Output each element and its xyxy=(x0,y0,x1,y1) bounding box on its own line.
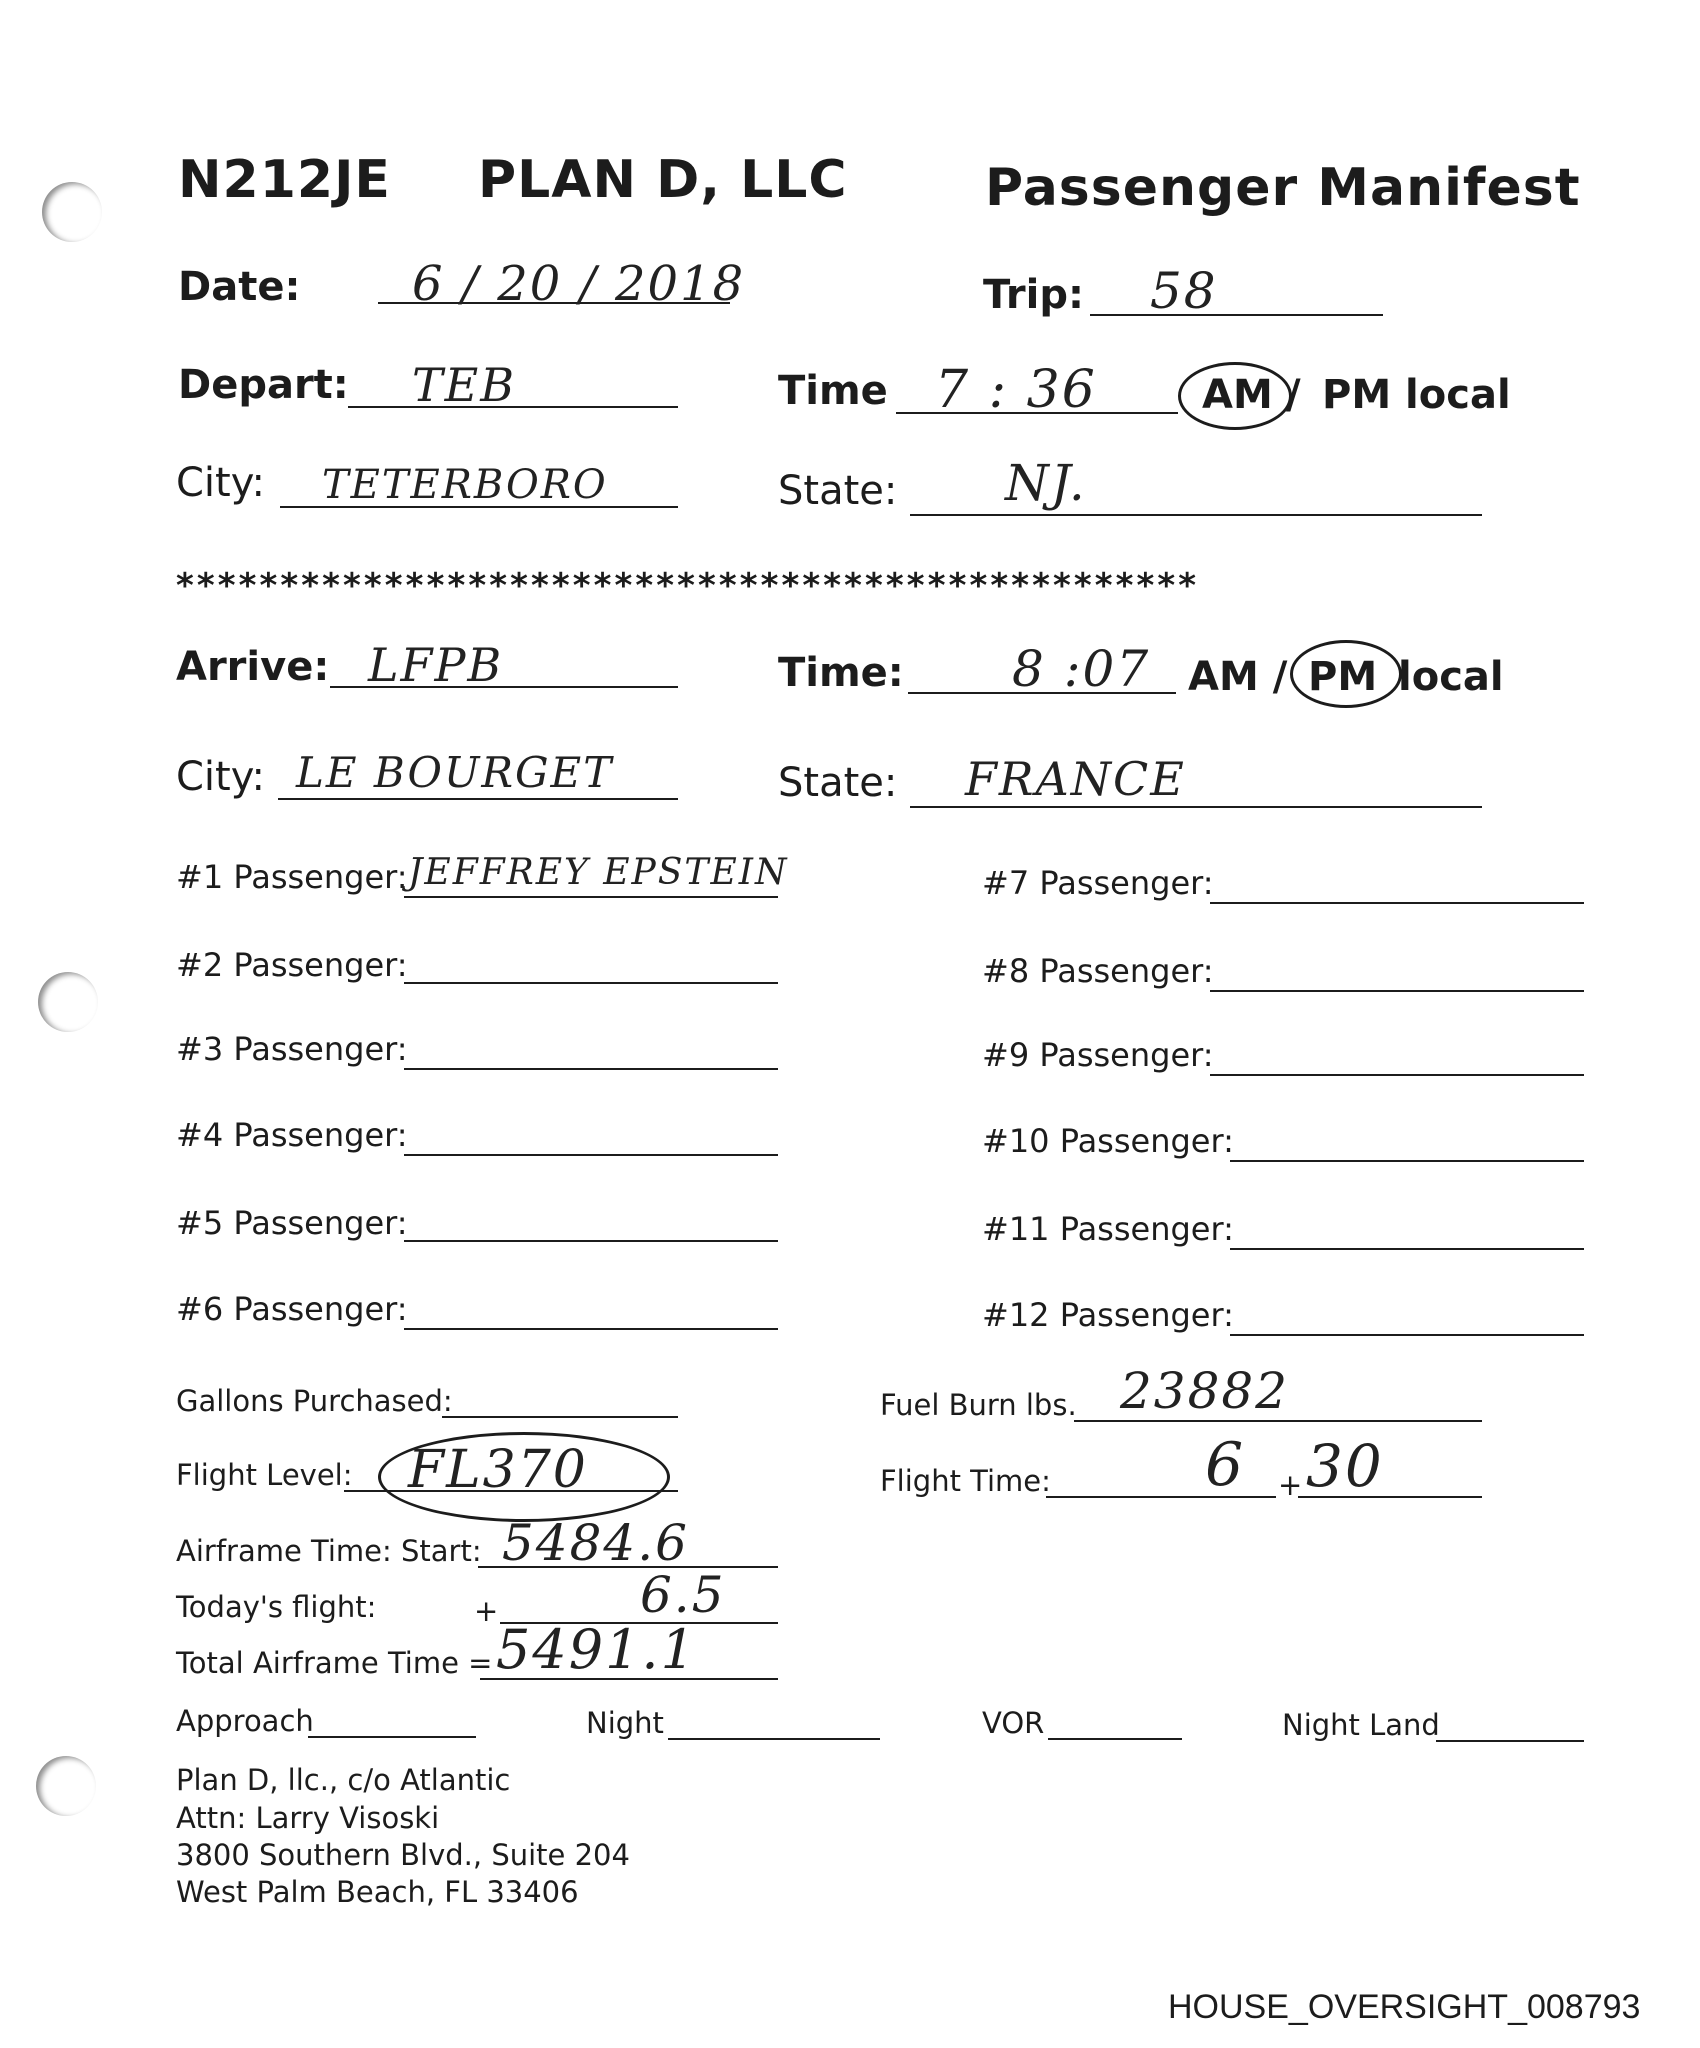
arrive-city-line[interactable] xyxy=(278,798,678,800)
flight-time-plus: + xyxy=(1278,1468,1303,1502)
bates-number: HOUSE_OVERSIGHT_008793 xyxy=(1168,1988,1641,2026)
passenger-2-label: #2 Passenger: xyxy=(176,946,408,984)
passenger-7-line[interactable] xyxy=(1210,902,1584,904)
company-name: PLAN D, LLC xyxy=(478,150,848,210)
flight-time-label: Flight Time: xyxy=(880,1464,1051,1498)
passenger-9-line[interactable] xyxy=(1210,1074,1584,1076)
arrive-label: Arrive: xyxy=(176,644,330,690)
trip-line[interactable] xyxy=(1090,314,1383,316)
date-label: Date: xyxy=(178,264,301,310)
night-land-label: Night Land xyxy=(1282,1708,1440,1742)
depart-time-label: Time xyxy=(778,368,888,414)
trip-label: Trip: xyxy=(983,272,1084,318)
address-line-4: West Palm Beach, FL 33406 xyxy=(176,1875,579,1909)
depart-state-line[interactable] xyxy=(910,514,1482,516)
passenger-12-line[interactable] xyxy=(1230,1334,1584,1336)
flight-time-hours: 6 xyxy=(1205,1430,1246,1500)
arrive-city-label: City: xyxy=(176,754,265,800)
passenger-2-line[interactable] xyxy=(404,982,778,984)
vor-label: VOR xyxy=(982,1706,1045,1740)
arrive-pm: PM xyxy=(1308,654,1378,700)
depart-time-value: 7 : 36 xyxy=(935,360,1097,420)
depart-city-label: City: xyxy=(176,460,265,506)
fuel-burn-value: 23882 xyxy=(1120,1362,1290,1420)
arrive-local: local xyxy=(1398,654,1504,700)
passenger-8-line[interactable] xyxy=(1210,990,1584,992)
date-value: 6 / 20 / 2018 xyxy=(412,256,746,312)
depart-state-value: NJ. xyxy=(1005,454,1087,512)
passenger-11-line[interactable] xyxy=(1230,1248,1584,1250)
fuel-burn-line[interactable] xyxy=(1074,1420,1482,1422)
night-label: Night xyxy=(586,1706,664,1740)
arrive-state-label: State: xyxy=(778,760,898,806)
gallons-purchased-line[interactable] xyxy=(442,1416,678,1418)
passenger-11-label: #11 Passenger: xyxy=(982,1210,1234,1248)
passenger-7-label: #7 Passenger: xyxy=(982,864,1214,902)
total-airframe-value: 5491.1 xyxy=(496,1618,697,1681)
binder-hole-middle xyxy=(38,972,98,1032)
passenger-5-label: #5 Passenger: xyxy=(176,1204,408,1242)
depart-pm-local: PM local xyxy=(1322,372,1511,418)
address-line-3: 3800 Southern Blvd., Suite 204 xyxy=(176,1838,630,1872)
passenger-3-label: #3 Passenger: xyxy=(176,1030,408,1068)
total-airframe-label: Total Airframe Time = xyxy=(176,1646,493,1680)
flight-level-label: Flight Level: xyxy=(176,1458,353,1492)
approach-label: Approach xyxy=(176,1704,314,1738)
approach-line[interactable] xyxy=(308,1736,476,1738)
address-line-1: Plan D, llc., c/o Atlantic xyxy=(176,1763,511,1797)
depart-slash: / xyxy=(1286,372,1301,418)
passenger-12-label: #12 Passenger: xyxy=(982,1296,1234,1334)
todays-flight-plus: + xyxy=(474,1594,499,1628)
passenger-10-label: #10 Passenger: xyxy=(982,1122,1234,1160)
tail-number: N212JE xyxy=(178,150,391,210)
night-line[interactable] xyxy=(668,1738,880,1740)
address-line-2: Attn: Larry Visoski xyxy=(176,1801,440,1835)
trip-value: 58 xyxy=(1150,262,1218,320)
flight-time-minutes: 30 xyxy=(1306,1432,1384,1500)
flight-level-value: FL370 xyxy=(408,1440,588,1500)
airframe-start-value: 5484.6 xyxy=(502,1514,689,1572)
passenger-1-line[interactable] xyxy=(404,896,778,898)
night-land-line[interactable] xyxy=(1436,1740,1584,1742)
passenger-4-label: #4 Passenger: xyxy=(176,1116,408,1154)
binder-hole-top xyxy=(42,182,102,242)
depart-am: AM xyxy=(1202,372,1273,418)
arrive-time-value: 8 :07 xyxy=(1012,640,1151,698)
arrive-state-value: FRANCE xyxy=(965,752,1186,806)
arrive-state-line[interactable] xyxy=(910,806,1482,808)
passenger-6-line[interactable] xyxy=(404,1328,778,1330)
passenger-9-label: #9 Passenger: xyxy=(982,1036,1214,1074)
depart-state-label: State: xyxy=(778,468,898,514)
todays-flight-label: Today's flight: xyxy=(176,1590,377,1624)
passenger-8-label: #8 Passenger: xyxy=(982,952,1214,990)
asterisk-separator: ************************************************* xyxy=(176,566,1200,606)
vor-line[interactable] xyxy=(1048,1738,1182,1740)
depart-value: TEB xyxy=(412,358,517,412)
todays-flight-value: 6.5 xyxy=(640,1566,726,1624)
passenger-4-line[interactable] xyxy=(404,1154,778,1156)
airframe-start-label: Airframe Time: Start: xyxy=(176,1534,482,1568)
fuel-burn-label: Fuel Burn lbs. xyxy=(880,1388,1077,1422)
passenger-1-value: JEFFREY EPSTEIN xyxy=(408,852,789,893)
arrive-value: LFPB xyxy=(368,638,504,692)
depart-city-value: TETERBORO xyxy=(322,462,608,508)
arrive-time-label: Time: xyxy=(778,650,904,696)
passenger-10-line[interactable] xyxy=(1230,1160,1584,1162)
passenger-5-line[interactable] xyxy=(404,1240,778,1242)
depart-label: Depart: xyxy=(178,362,349,408)
passenger-3-line[interactable] xyxy=(404,1068,778,1070)
binder-hole-bottom xyxy=(36,1756,96,1816)
gallons-purchased-label: Gallons Purchased: xyxy=(176,1384,453,1418)
document-title: Passenger Manifest xyxy=(985,158,1581,218)
passenger-1-label: #1 Passenger: xyxy=(176,858,408,896)
arrive-am-slash: AM / xyxy=(1188,654,1288,700)
passenger-6-label: #6 Passenger: xyxy=(176,1290,408,1328)
arrive-city-value: LE BOURGET xyxy=(296,748,614,797)
